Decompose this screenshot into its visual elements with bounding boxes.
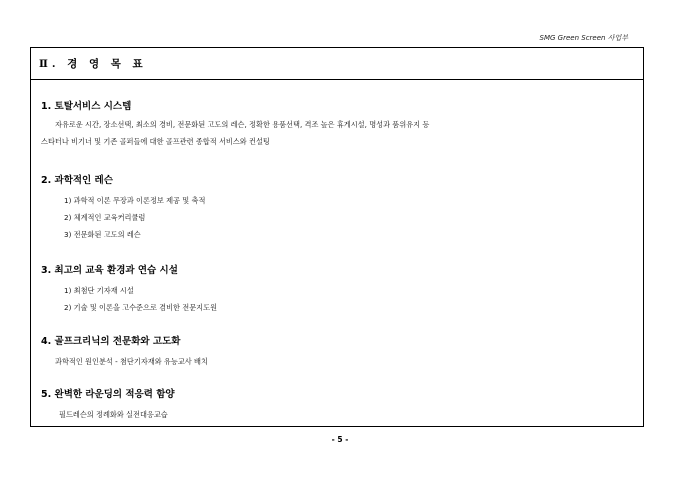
section-2: [41, 172, 633, 243]
section-title: 5. 완벽한 라운딩의 적응력 함양: [41, 389, 175, 400]
section-title: 2. 과학적인 레슨: [41, 175, 113, 186]
section-line: 2) 체계적인 교육커리큘럼: [64, 213, 146, 222]
section-line: 2) 기술 및 이론을 고수준으로 겸비한 전문지도원: [64, 303, 218, 312]
document-header-tag: SMG Green Screen 사업부: [539, 34, 628, 42]
section-line: 필드레슨의 정례화와 실전대응교습: [59, 410, 168, 419]
section-5: [41, 386, 633, 423]
section-3: [41, 262, 633, 316]
page-number: - 5 -: [331, 435, 349, 444]
section-1: [41, 98, 633, 152]
section-4: [41, 333, 633, 370]
content-box: [30, 47, 644, 427]
section-line: 1) 최첨단 기자재 시설: [64, 286, 134, 295]
section-line: 스타터나 비기너 및 기존 골퍼들에 대한 골프관련 종합적 서비스와 컨설팅: [41, 137, 270, 146]
section-line: 3) 전문화된 고도의 레슨: [64, 230, 141, 239]
page-title: Ⅱ. 경 영 목 표: [31, 48, 643, 80]
section-line: 자유로운 시간, 장소선택, 최소의 경비, 전문화된 고도의 레슨, 정확한 용품선택, 격조 높은 휴게시설, 명성과 품위유지 등: [55, 120, 430, 129]
section-title: 1. 토탈서비스 시스템: [41, 101, 132, 112]
section-line: 1) 과학적 이론 무장과 이론정보 제공 및 축적: [64, 196, 206, 205]
section-title: 3. 최고의 교육 환경과 연습 시설: [41, 265, 178, 276]
section-line: 과학적인 원인분석 - 첨단기자재와 유능교사 배치: [55, 357, 208, 366]
section-title: 4. 골프크리닉의 전문화와 고도화: [41, 336, 181, 347]
